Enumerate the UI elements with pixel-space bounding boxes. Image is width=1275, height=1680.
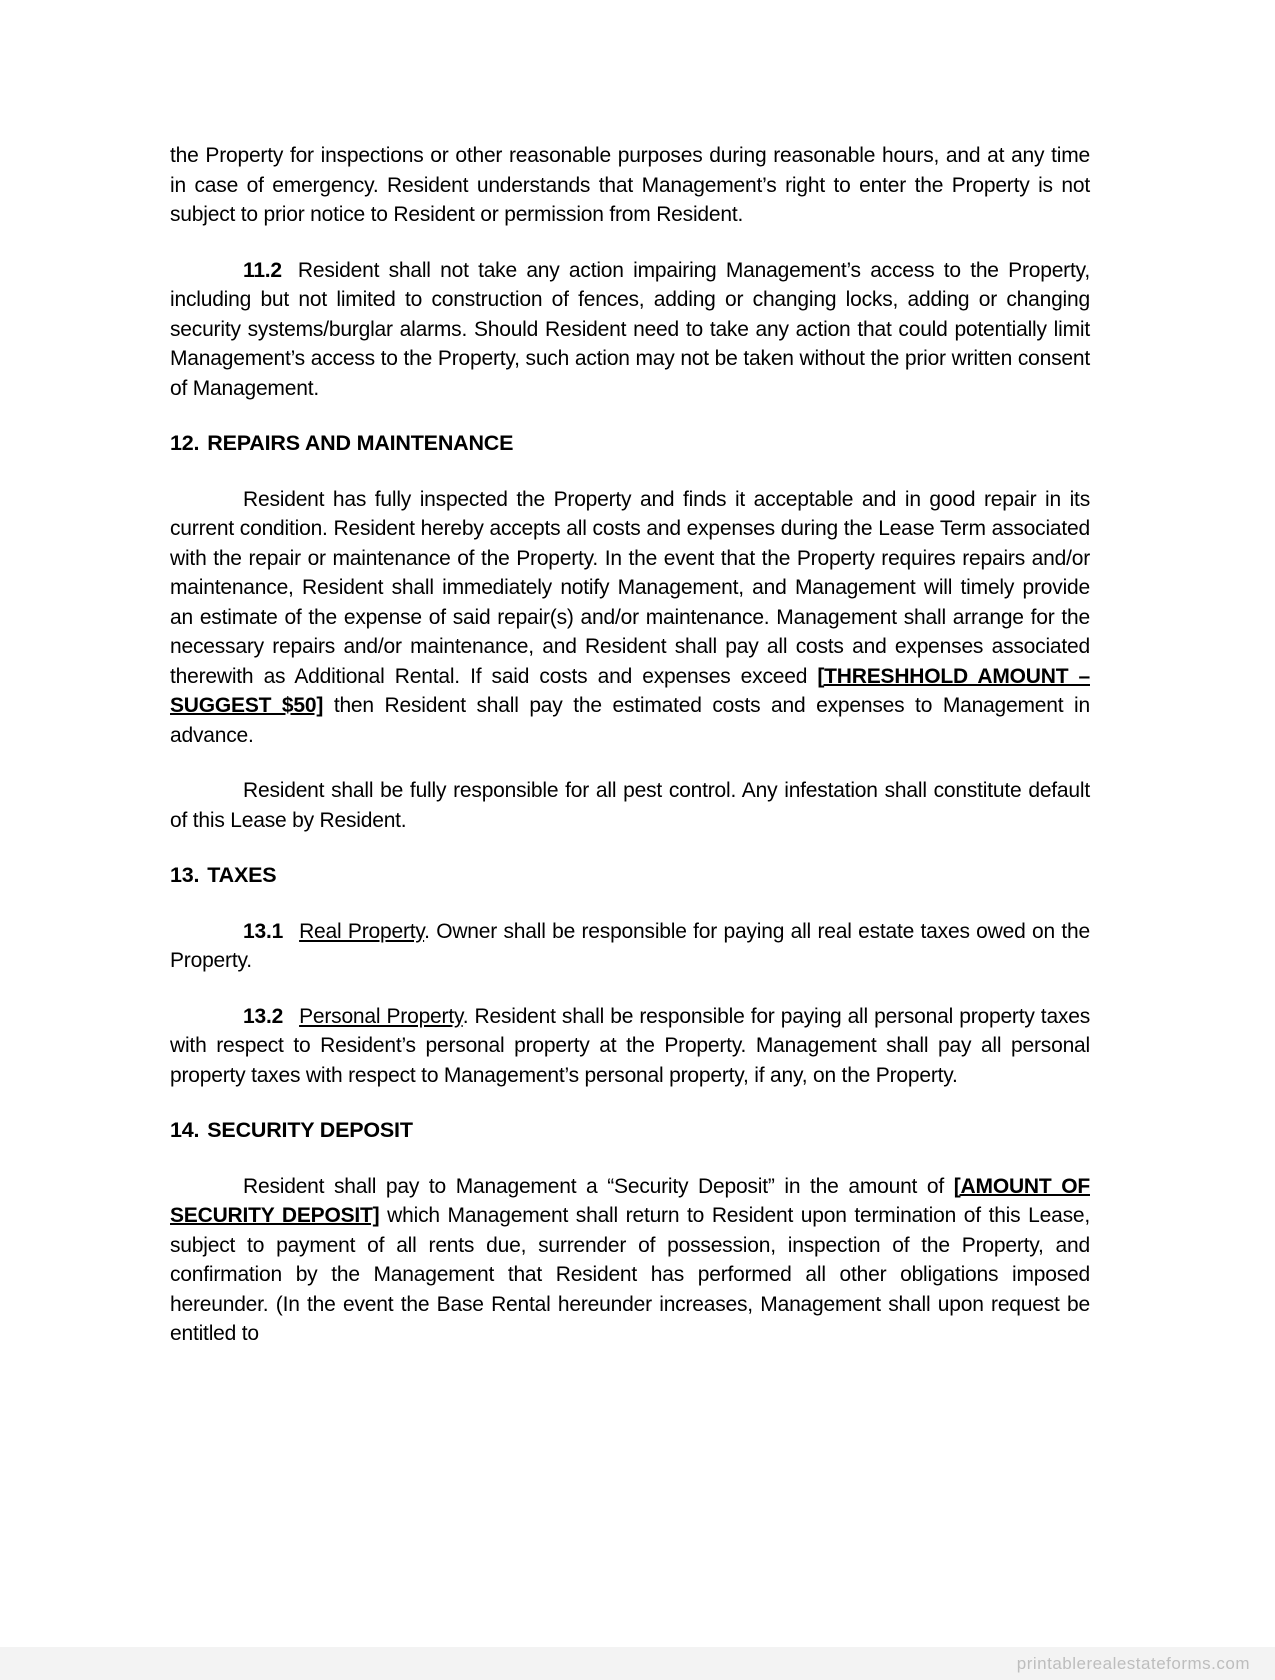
real-property-label: Real Property: [299, 919, 425, 943]
paragraph-text: then Resident shall pay the estimated costs and expenses to Management in advance.: [170, 694, 1090, 747]
paragraph-repairs: [170, 485, 1090, 751]
paragraph-text: which Management shall return to Resident upon termination of this Lease, subject to payment of all rents due, surrender of possession, inspection of the Property, and confirmation by the Management that Resident has performed all other obligations imposed hereunder. (In the event the Base Rental hereunder increases, Management shall upon request be entitled to: [170, 1204, 1090, 1345]
clause-text: . Owner shall be responsible for paying all real estate taxes owed on the Property.: [170, 919, 1091, 972]
heading-security-deposit: [170, 1116, 1090, 1146]
clause-text: Resident shall not take any action impairing Management’s access to the Property, including but not limited to construction of fences, adding or changing locks, adding or changing security systems/burglar alarms. Should Resident need to take any action that could potentially limit Management’s access to the Property, such action may not be taken without the prior written consent of Management.: [170, 258, 1090, 400]
threshold-amount-placeholder: [THRESHHOLD AMOUNT – SUGGEST $50]: [170, 664, 1090, 717]
paragraph-text: Resident shall be fully responsible for all pest control. Any infestation shall constitute default of this Lease by Resident.: [170, 779, 1090, 832]
heading-number: 13.: [170, 863, 200, 887]
paragraph-pest-control: [170, 776, 1090, 835]
paragraph-text: Resident has fully inspected the Property and finds it acceptable and in good repair in its current condition. Resident hereby accepts all costs and expenses during the Lease Term associated with the repair or maintenance of the Property. In the event that the Property requires repairs and/or maintenance, Resident shall immediately notify Management, and Management will timely provide an estimate of the expense of said repair(s) and/or maintenance. Management shall arrange for the necessary repairs and/or maintenance, and Resident shall pay all costs and expenses associated therewith as Additional Rental. If said costs and expenses exceed: [170, 487, 1090, 688]
clause-11-2: [170, 256, 1090, 404]
heading-repairs-and-maintenance: [170, 429, 1090, 459]
clause-13-1: [170, 917, 1090, 976]
heading-taxes: [170, 861, 1090, 891]
heading-title: SECURITY DEPOSIT: [207, 1118, 413, 1142]
clause-13-2: [170, 1002, 1090, 1091]
clause-text: . Resident shall be responsible for paying all personal property taxes with respect to Resident’s personal property at the Property. Management shall pay all personal property taxes with respect to Management’s personal property, if any, on the Property.: [170, 1004, 1090, 1087]
paragraph-text: the Property for inspections or other reasonable purposes during reasonable hours, and at any time in case of emergency. Resident understands that Management’s right to enter the Property is not subject to prior notice to Resident or permission from Resident.: [170, 144, 1090, 226]
paragraph-security-deposit: [170, 1172, 1090, 1349]
paragraph-access-continuation: [170, 141, 1090, 230]
heading-number: 12.: [170, 431, 200, 455]
clause-number: 13.1: [243, 919, 284, 943]
security-deposit-amount-placeholder: [AMOUNT OF SECURITY DEPOSIT]: [170, 1174, 1090, 1227]
clause-number: 11.2: [243, 258, 282, 282]
watermark-text: printablerealestateforms.com: [1016, 1653, 1250, 1673]
personal-property-label: Personal Property: [299, 1004, 463, 1028]
paragraph-text: Resident shall pay to Management a “Security Deposit” in the amount of: [243, 1174, 954, 1198]
clause-number: 13.2: [243, 1004, 284, 1028]
heading-title: REPAIRS AND MAINTENANCE: [207, 431, 514, 455]
heading-number: 14.: [170, 1118, 200, 1142]
watermark-footer: [0, 1647, 1275, 1680]
heading-title: TAXES: [207, 863, 277, 887]
document-content: [170, 141, 1090, 1375]
